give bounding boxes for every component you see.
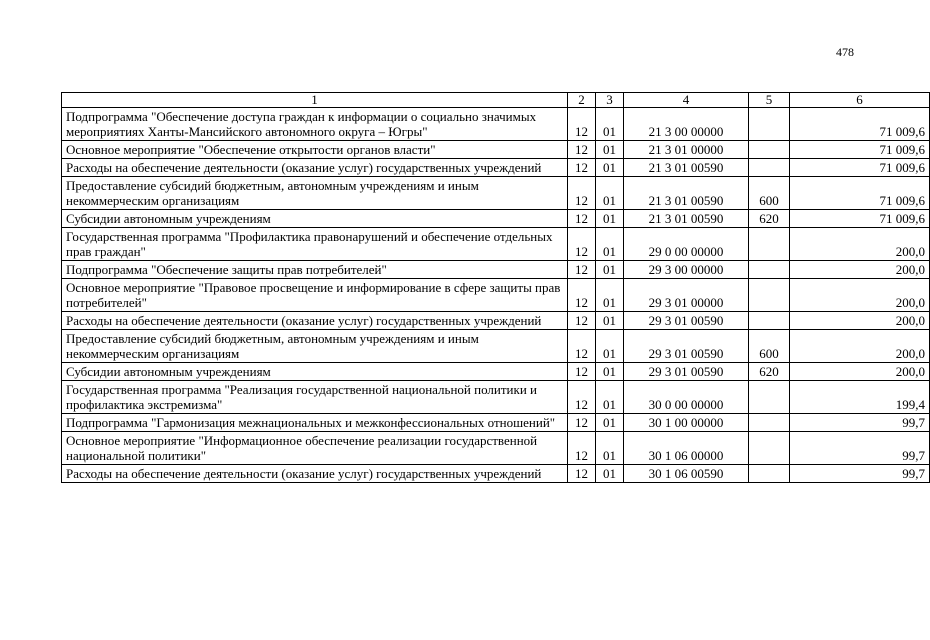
cell-col-3: 01: [596, 312, 624, 330]
cell-col-2: 12: [568, 141, 596, 159]
cell-col-5: [749, 261, 790, 279]
cell-col-6: 200,0: [790, 228, 930, 261]
cell-col-2: 12: [568, 381, 596, 414]
cell-col-2: 12: [568, 210, 596, 228]
cell-col-2: 12: [568, 432, 596, 465]
cell-col-3: 01: [596, 330, 624, 363]
cell-col-6: 71 009,6: [790, 159, 930, 177]
cell-col-2: 12: [568, 414, 596, 432]
cell-name: Расходы на обеспечение деятельности (оказание услуг) государственных учреждений: [62, 312, 568, 330]
cell-col-3: 01: [596, 108, 624, 141]
cell-name: Подпрограмма "Обеспечение защиты прав потребителей": [62, 261, 568, 279]
cell-name: Подпрограмма "Гармонизация межнациональных и межконфессиональных отношений": [62, 414, 568, 432]
cell-col-5: [749, 108, 790, 141]
cell-name: Расходы на обеспечение деятельности (оказание услуг) государственных учреждений: [62, 159, 568, 177]
cell-col-4: 21 3 01 00590: [624, 210, 749, 228]
cell-col-3: 01: [596, 432, 624, 465]
cell-col-4: 21 3 01 00590: [624, 177, 749, 210]
cell-name: Основное мероприятие "Правовое просвещение и информирование в сфере защиты прав потребителей": [62, 279, 568, 312]
cell-col-5: [749, 141, 790, 159]
cell-col-2: 12: [568, 363, 596, 381]
cell-name: Основное мероприятие "Информационное обеспечение реализации государственной национальной политики": [62, 432, 568, 465]
cell-col-4: 29 3 01 00590: [624, 330, 749, 363]
table-row: [62, 414, 930, 432]
cell-col-3: 01: [596, 279, 624, 312]
cell-col-5: [749, 228, 790, 261]
cell-col-2: 12: [568, 330, 596, 363]
table-row: [62, 228, 930, 261]
cell-col-6: 200,0: [790, 330, 930, 363]
page-number: 478: [836, 45, 854, 59]
header-col-4: 4: [624, 93, 749, 108]
cell-name: Расходы на обеспечение деятельности (оказание услуг) государственных учреждений: [62, 465, 568, 483]
cell-name: Предоставление субсидий бюджетным, автономным учреждениям и иным некоммерческим организациям: [62, 330, 568, 363]
cell-col-6: 71 009,6: [790, 108, 930, 141]
cell-col-5: [749, 312, 790, 330]
cell-col-6: 99,7: [790, 432, 930, 465]
table-row: [62, 141, 930, 159]
cell-col-3: 01: [596, 261, 624, 279]
cell-col-6: 99,7: [790, 465, 930, 483]
cell-col-3: 01: [596, 177, 624, 210]
cell-col-4: 29 3 01 00000: [624, 279, 749, 312]
cell-col-2: 12: [568, 108, 596, 141]
cell-col-6: 199,4: [790, 381, 930, 414]
table-row: [62, 210, 930, 228]
budget-table: [61, 92, 930, 483]
table-row: [62, 432, 930, 465]
cell-col-5: [749, 465, 790, 483]
table-row: [62, 330, 930, 363]
table-row: [62, 159, 930, 177]
cell-col-3: 01: [596, 465, 624, 483]
cell-col-6: 200,0: [790, 279, 930, 312]
table-row: [62, 108, 930, 141]
table-row: [62, 177, 930, 210]
cell-col-5: [749, 414, 790, 432]
table-row: [62, 279, 930, 312]
cell-col-6: 200,0: [790, 363, 930, 381]
cell-name: Подпрограмма "Обеспечение доступа граждан к информации о социально значимых мероприятиях Ханты-Мансийского автономного округа – Югры": [62, 108, 568, 141]
cell-col-6: 200,0: [790, 312, 930, 330]
header-col-2: 2: [568, 93, 596, 108]
cell-col-3: 01: [596, 363, 624, 381]
cell-col-4: 30 1 00 00000: [624, 414, 749, 432]
cell-col-6: 71 009,6: [790, 177, 930, 210]
cell-col-3: 01: [596, 228, 624, 261]
header-col-6: 6: [790, 93, 930, 108]
cell-col-2: 12: [568, 228, 596, 261]
cell-col-5: [749, 279, 790, 312]
header-col-1: 1: [62, 93, 568, 108]
cell-name: Государственная программа "Профилактика правонарушений и обеспечение отдельных прав граждан": [62, 228, 568, 261]
cell-col-2: 12: [568, 159, 596, 177]
table-row: [62, 363, 930, 381]
cell-col-2: 12: [568, 279, 596, 312]
table-row: [62, 381, 930, 414]
cell-col-6: 71 009,6: [790, 141, 930, 159]
table-row: [62, 312, 930, 330]
cell-name: Субсидии автономным учреждениям: [62, 210, 568, 228]
cell-col-5: [749, 432, 790, 465]
cell-col-5: [749, 381, 790, 414]
table-body: [62, 108, 930, 483]
cell-name: Субсидии автономным учреждениям: [62, 363, 568, 381]
cell-col-5: 620: [749, 210, 790, 228]
cell-col-2: 12: [568, 261, 596, 279]
cell-col-2: 12: [568, 177, 596, 210]
cell-col-3: 01: [596, 210, 624, 228]
cell-col-3: 01: [596, 141, 624, 159]
cell-name: Основное мероприятие "Обеспечение открытости органов власти": [62, 141, 568, 159]
cell-col-2: 12: [568, 312, 596, 330]
cell-col-4: 29 0 00 00000: [624, 228, 749, 261]
table-row: [62, 465, 930, 483]
cell-col-5: 600: [749, 177, 790, 210]
cell-col-4: 30 1 06 00590: [624, 465, 749, 483]
cell-col-4: 29 3 00 00000: [624, 261, 749, 279]
cell-col-5: [749, 159, 790, 177]
cell-col-6: 99,7: [790, 414, 930, 432]
header-row: [62, 93, 930, 108]
cell-col-6: 71 009,6: [790, 210, 930, 228]
cell-col-4: 21 3 00 00000: [624, 108, 749, 141]
cell-name: Государственная программа "Реализация государственной национальной политики и профилактика экстремизма": [62, 381, 568, 414]
cell-col-5: 620: [749, 363, 790, 381]
cell-name: Предоставление субсидий бюджетным, автономным учреждениям и иным некоммерческим организациям: [62, 177, 568, 210]
cell-col-6: 200,0: [790, 261, 930, 279]
cell-col-3: 01: [596, 381, 624, 414]
table-row: [62, 261, 930, 279]
header-col-5: 5: [749, 93, 790, 108]
cell-col-4: 30 0 00 00000: [624, 381, 749, 414]
cell-col-4: 29 3 01 00590: [624, 312, 749, 330]
cell-col-5: 600: [749, 330, 790, 363]
table-header: [62, 93, 930, 108]
cell-col-3: 01: [596, 414, 624, 432]
cell-col-4: 30 1 06 00000: [624, 432, 749, 465]
cell-col-4: 21 3 01 00000: [624, 141, 749, 159]
cell-col-3: 01: [596, 159, 624, 177]
cell-col-2: 12: [568, 465, 596, 483]
cell-col-4: 21 3 01 00590: [624, 159, 749, 177]
cell-col-4: 29 3 01 00590: [624, 363, 749, 381]
header-col-3: 3: [596, 93, 624, 108]
